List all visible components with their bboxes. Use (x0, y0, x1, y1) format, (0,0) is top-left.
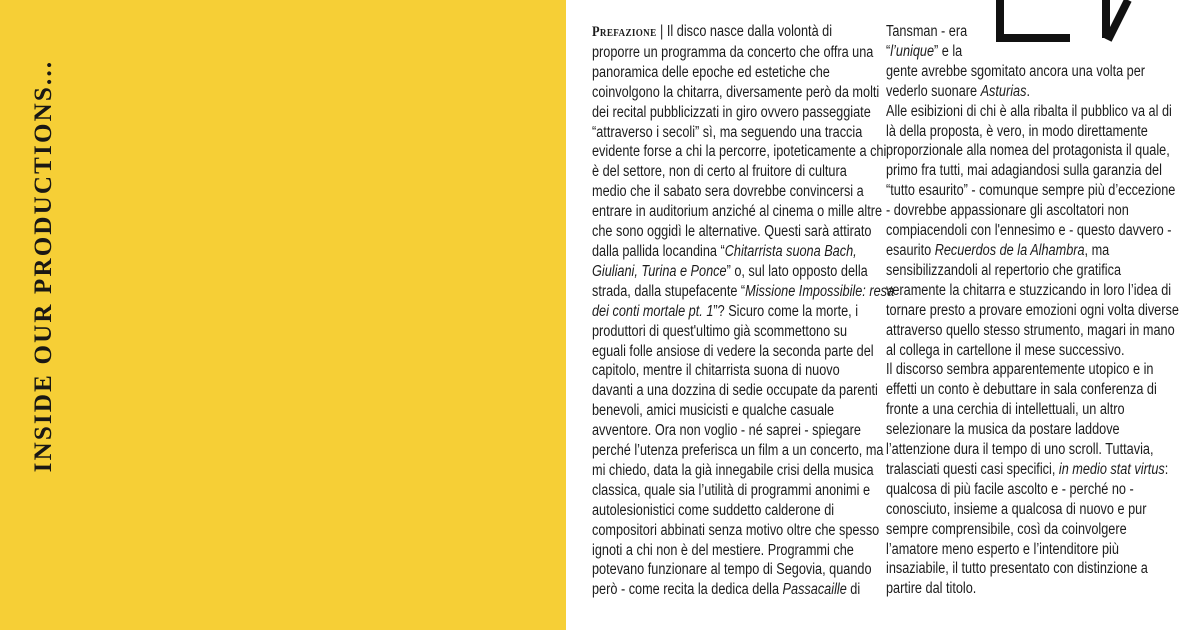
italic-text: Recuerdos de la Alhambra (934, 241, 1085, 259)
text-segment: però - come recita la dedica della (592, 581, 783, 599)
text-segment: veramente la chitarra e stuzzicando in loro l’idea di (886, 281, 1172, 299)
text-line (592, 142, 887, 162)
text-line (886, 181, 1176, 201)
text-line (592, 541, 878, 561)
text-segment: classica, quale sia l’utilità di programmi anonimi e (592, 481, 871, 499)
text-segment: l’amatore meno esperto e l’intenditore più (886, 540, 1119, 558)
text-segment: partire dal titolo. (886, 580, 977, 598)
text-line (592, 222, 878, 242)
text-line (886, 221, 1172, 241)
text-line (886, 241, 1168, 261)
text-segment: selezionare la musica da postare laddove (886, 421, 1120, 439)
text-segment: gente avrebbe sgomitato ancora una volta per (886, 62, 1146, 80)
text-segment: fronte a una cerchia di intellettuali, un altro (886, 401, 1125, 419)
text-line (886, 480, 1168, 500)
text-segment: che sono oggidì le alternative. Questi sarà attirato (592, 223, 872, 241)
intro-line (592, 22, 878, 43)
text-line (592, 182, 878, 202)
text-line (592, 322, 878, 342)
text-segment: . (1026, 82, 1030, 100)
text-segment: là della proposta, è vero, in modo direttamente (886, 122, 1148, 140)
text-line (886, 341, 1168, 361)
text-line (886, 360, 1168, 380)
text-segment: tornare presto a provare emozioni ogni volta diverse (886, 301, 1179, 319)
text-line (592, 302, 878, 322)
text-segment: davanti a una dozzina di sedie occupate da parenti (592, 382, 878, 400)
text-line (592, 401, 878, 421)
italic-text: in medio stat virtus (1058, 460, 1165, 478)
text-line (886, 261, 1168, 281)
text-line (886, 460, 1168, 480)
text-segment: “ (886, 42, 891, 60)
text-segment: evidente forse a chi la percorre, ipoteticamente a chi (592, 143, 887, 161)
text-line (592, 501, 878, 521)
text-segment: , ma (1084, 241, 1110, 259)
text-segment: Il discorso sembra apparentemente utopico e in (886, 361, 1154, 379)
text-line (592, 162, 878, 182)
text-segment: vederlo suonare (886, 82, 981, 100)
text-line (886, 201, 1168, 221)
text-line (592, 63, 878, 83)
text-line (886, 281, 1172, 301)
italic-text: Missione Impossibile: resa (745, 282, 895, 300)
text-line (886, 102, 1172, 122)
text-line (886, 520, 1168, 540)
text-segment: è del settore, non di certo al fruitore di cultura (592, 163, 847, 181)
text-segment: benevoli, amici musicisti e qualche casuale (592, 402, 835, 420)
article-column-left (592, 22, 895, 600)
text-line (886, 540, 1168, 560)
text-segment: “attraverso i secoli” sì, ma seguendo una traccia (592, 123, 863, 141)
text-line (592, 421, 878, 441)
text-line (592, 242, 878, 262)
text-segment: effetti un conto è debuttare in sala conferenza di (886, 381, 1157, 399)
text-segment: conosciuto, insieme a qualcosa di nuovo e pur (886, 500, 1147, 518)
text-segment: mi chiedo, data la già innegabile crisi della musica (592, 461, 874, 479)
text-line (886, 500, 1168, 520)
text-segment: entrare in auditorium anziché al cinema o mille altre (592, 203, 883, 221)
text-line (592, 262, 878, 282)
text-line (592, 123, 878, 143)
italic-text: Giuliani, Turina e Ponce (592, 262, 727, 280)
text-segment: sensibilizzandoli al repertorio che gratifica (886, 261, 1122, 279)
corner-logo-fragment (990, 0, 1135, 46)
text-line (886, 321, 1175, 341)
text-line (886, 141, 1168, 161)
text-line (592, 461, 878, 481)
article-column-right (886, 22, 1179, 599)
italic-text: l’unique (890, 42, 935, 60)
text-segment: compositori abbinati senza motivo oltre che spesso (592, 521, 880, 539)
text-segment: avventore. Ora non voglio - né saprei - spiegare (592, 422, 861, 440)
text-line (886, 82, 1168, 102)
text-segment: di (846, 581, 861, 599)
text-segment: ” o, sul lato opposto della (726, 262, 868, 280)
text-line (886, 62, 1168, 82)
text-line (886, 440, 1168, 460)
text-segment: primo fra tutti, mai adagiandosi sulla garanzia del (886, 162, 1162, 180)
text-line (592, 202, 883, 222)
text-segment: capitolo, mentre il chitarrista suona di nuovo (592, 362, 840, 380)
text-segment: esaurito (886, 241, 935, 259)
yellow-side-panel (0, 0, 566, 630)
text-line (592, 381, 878, 401)
text-segment: : (1164, 460, 1169, 478)
text-line (592, 560, 878, 580)
text-segment: attraverso quello stesso strumento, magari in mano (886, 321, 1175, 339)
label-separator: | (660, 23, 664, 40)
text-segment: ” e la (934, 42, 963, 60)
text-segment: coinvolgono la chitarra, diversamente però da molti (592, 83, 880, 101)
text-line (886, 579, 1168, 599)
text-segment: dalla pallida locandina “ (592, 242, 725, 260)
text-segment: proporre un programma da concerto che offra una (592, 43, 874, 61)
text-line (886, 161, 1168, 181)
text-line (592, 580, 878, 600)
italic-text: Asturias (980, 82, 1027, 100)
text-segment: proporzionale alla nomea del protagonista il quale, (886, 142, 1170, 160)
italic-text: Passacaille (782, 581, 847, 599)
text-segment: ignoti a chi non è del mestiere. Programmi che (592, 541, 854, 559)
text-segment: “tutto esaurito” - comunque sempre più d’eccezione (886, 182, 1176, 200)
text-segment: tralasciati questi casi specifici, (886, 460, 1059, 478)
text-segment: produttori di quest'ultimo già scommettono su (592, 322, 848, 340)
text-segment: Tansman - era (886, 23, 968, 40)
text-line (592, 103, 878, 123)
text-segment: al collega in cartellone il mese successivo. (886, 341, 1125, 359)
text-line (592, 481, 878, 501)
text-line (592, 282, 895, 302)
text-segment: strada, dalla stupefacente “ (592, 282, 746, 300)
text-segment: perché l’utenza preferisca un film a un concerto, ma (592, 442, 884, 460)
text-line (592, 521, 878, 541)
text-segment: dei recital pubblicizzati in giro ovvero passeggiate (592, 103, 871, 121)
text-line (592, 342, 878, 362)
text-line (592, 43, 878, 63)
text-segment: ”? Sicuro come la morte, i (713, 302, 859, 320)
text-segment: Il disco nasce dalla volontà di (666, 23, 833, 40)
text-segment: insaziabile, il tutto presentato con distinzione a (886, 560, 1148, 578)
italic-text: Chitarrista suona Bach, (724, 242, 857, 260)
text-segment: potevano funzionare al tempo di Segovia, quando (592, 561, 872, 579)
text-segment: panoramica delle epoche ed estetiche che (592, 63, 830, 81)
text-line (592, 361, 878, 381)
text-line (592, 83, 878, 103)
section-label: Prefazione (592, 24, 657, 40)
text-segment: Alle esibizioni di chi è alla ribalta il pubblico va al di (886, 102, 1172, 120)
text-line (886, 380, 1168, 400)
text-segment: l’attenzione dura il tempo di uno scroll. Tuttavia, (886, 441, 1154, 459)
text-line (886, 301, 1179, 321)
text-segment: qualcosa di più facile ascolto e - perché no - (886, 480, 1134, 498)
text-line (886, 400, 1168, 420)
text-line (886, 420, 1168, 440)
text-segment: sempre comprensibile, così da coinvolgere (886, 520, 1127, 538)
vertical-section-title: INSIDE OUR PRODUCTIONS... (30, 59, 57, 473)
text-segment: - dovrebbe appassionare gli ascoltatori non (886, 202, 1129, 220)
text-segment: autolesionistici come suddetto calderone di (592, 501, 835, 519)
text-segment: compiacendoli con l'ennesimo e - questo davvero - (886, 222, 1172, 240)
text-line (592, 441, 884, 461)
text-line (886, 559, 1168, 579)
text-segment: eguali folle ansiose di vedere la seconda parte del (592, 342, 874, 360)
text-segment: medio che il sabato sera dovrebbe convincersi a (592, 183, 864, 201)
text-line (886, 122, 1168, 142)
italic-text: dei conti mortale pt. 1 (592, 302, 714, 320)
